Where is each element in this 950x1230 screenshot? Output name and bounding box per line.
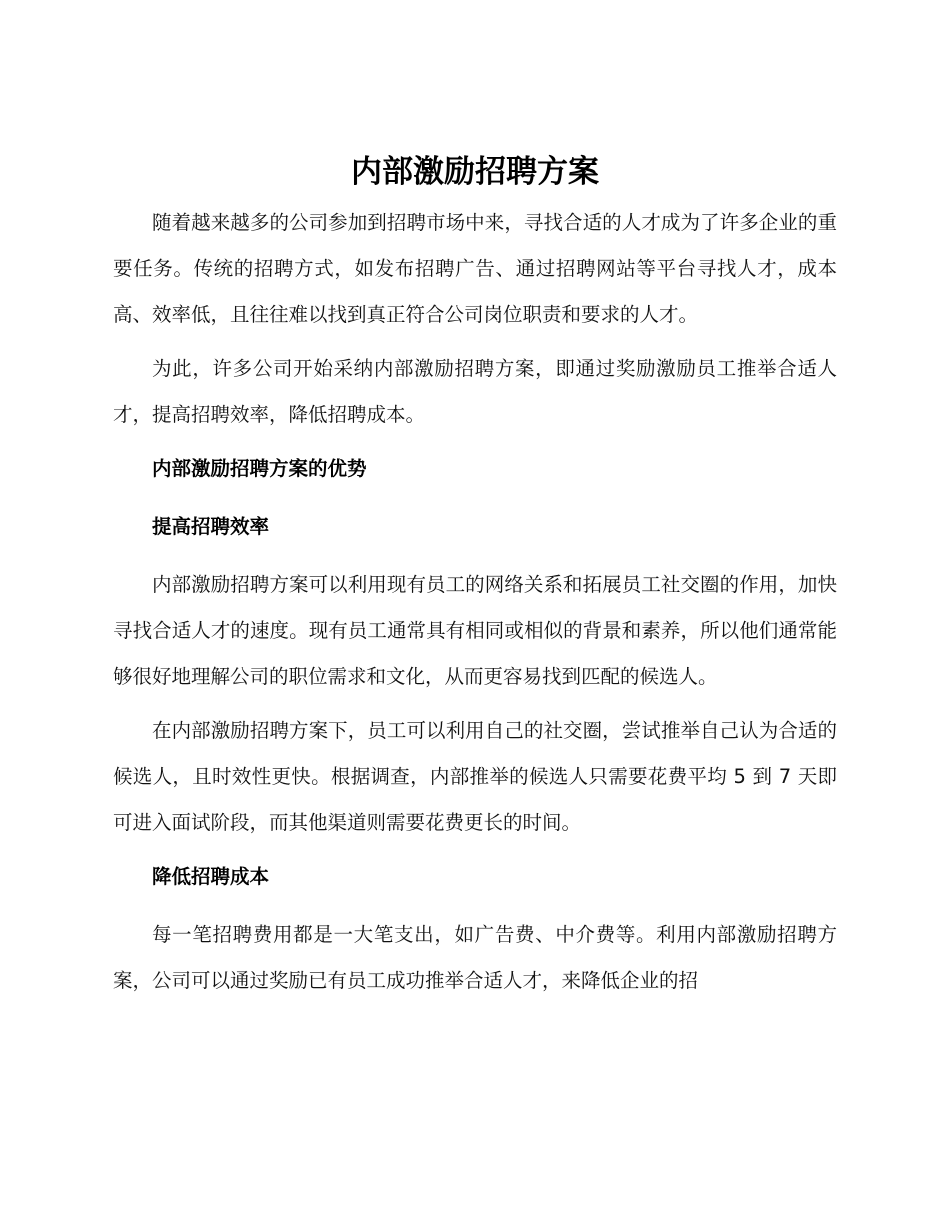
section-heading-advantages: 内部激励招聘方案的优势 <box>152 457 367 480</box>
subsection-heading-cost: 降低招聘成本 <box>152 865 270 888</box>
intro-paragraph-1: 随着越来越多的公司参加到招聘市场中来，寻找合适的人才成为了许多企业的重要任务。传统的招聘方式，如发布招聘广告、通过招聘网站等平台寻找人才，成本高、效率低，且往往难以找到真正符合公司岗位职责和要求的人才。 <box>113 211 837 326</box>
intro-paragraph-2: 为此，许多公司开始采纳内部激励招聘方案，即通过奖励激励员工推举合适人才，提高招聘效率，降低招聘成本。 <box>113 357 837 426</box>
document-title: 内部激励招聘方案 <box>351 154 599 190</box>
subsection-heading-efficiency: 提高招聘效率 <box>152 515 270 538</box>
cost-paragraph-1: 每一笔招聘费用都是一大笔支出，如广告费、中介费等。利用内部激励招聘方案，公司可以通过奖励已有员工成功推举合适人才，来降低企业的招 <box>113 923 837 992</box>
document-body <box>113 200 837 1004</box>
efficiency-paragraph-2: 在内部激励招聘方案下，员工可以利用自己的社交圈，尝试推举自己认为合适的候选人，且时效性更快。根据调查，内部推举的候选人只需要花费平均 5 到 7 天即可进入面试阶段，而其他渠道则需要花费更长的时间。 <box>113 719 837 834</box>
efficiency-paragraph-1: 内部激励招聘方案可以利用现有员工的网络关系和拓展员工社交圈的作用，加快寻找合适人才的速度。现有员工通常具有相同或相似的背景和素养，所以他们通常能够很好地理解公司的职位需求和文化，从而更容易找到匹配的候选人。 <box>113 573 837 688</box>
